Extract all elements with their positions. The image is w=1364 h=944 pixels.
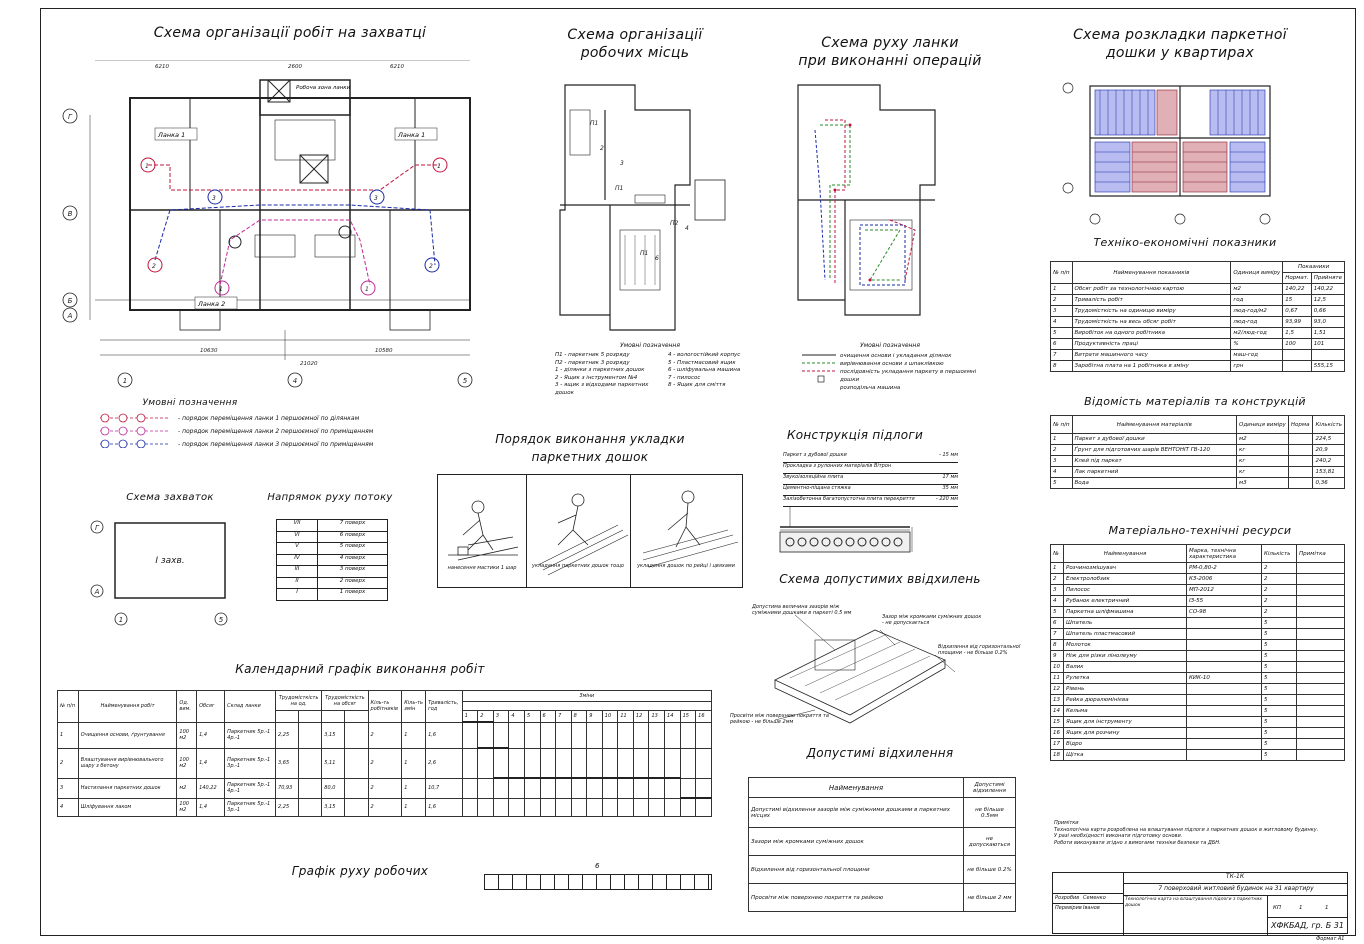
table-row: 1 Паркет з дубової дошки м2 224,5 — [1051, 434, 1345, 445]
floor-plan-scheme — [60, 60, 490, 390]
table-row: Допустимі відхилення зазорів між суміжними дошками в паркетних місцях не більше 0.5мм — [749, 798, 1016, 828]
table-row: 8 Молоток 5 — [1051, 640, 1345, 651]
crew-2-label: Ланка 2 — [198, 300, 226, 308]
stamp-code: ТК-1К — [1123, 873, 1347, 884]
table-row: 6 Шпатель 5 — [1051, 618, 1345, 629]
table-row: 17 Відро 5 — [1051, 739, 1345, 750]
title-block — [1052, 872, 1348, 934]
svg-text:2: 2 — [600, 145, 604, 152]
axis-v: В — [67, 210, 73, 218]
floor-section — [770, 505, 920, 560]
sheet-format: Формат А1 — [1316, 936, 1345, 942]
calendar-title: Календарний графік виконання робіт — [235, 662, 485, 676]
axis-1: 1 — [122, 377, 128, 385]
dim-top-1: 6210 — [155, 64, 169, 70]
stamp-sheet: 1 — [1299, 905, 1303, 911]
table-row: 4 Трудомісткість на весь обсяг робіт люд-год 93,99 93,0 — [1051, 317, 1345, 328]
svg-text:П1: П1 — [615, 185, 624, 192]
table-row: 14 Кельма 5 — [1051, 706, 1345, 717]
stamp-name-2: Іванов — [1083, 905, 1100, 911]
grip-axis-a: А — [94, 588, 100, 596]
table-row: Зазори між кромками суміжних дошок не допускаються — [749, 828, 1016, 856]
svg-text:П1: П1 — [640, 250, 649, 257]
tol-note-1: Допустима величина зазорів між суміжними дошками в паркеті 0.5 мм — [752, 604, 852, 616]
legend-item-3: - порядок переміщення ланки 3 першоємної по приміщенням — [178, 441, 374, 448]
dim-top-3: 6210 — [390, 64, 404, 70]
table-row: 3 Пилосос МП-2012 2 — [1051, 585, 1345, 596]
table-row: 15 Ящик для інструменту 5 — [1051, 717, 1345, 728]
svg-text:1: 1 — [145, 163, 149, 170]
resources-table: № Найменування Марка, технічна характеристика Кількість Примітка 1 Розчинозмішувач РМ-0,80-2 2 2 Електролобзик КЗ-2006 2 3 Пилосос МП-2012 2 4 Рубанок електричний ІЗ-55 2 5 Паркетна шліфмашина СО-98 2 6 Шпатель 5 7 Шпатель пластмасовий 5 8 Молоток 5 9 Ніж для різки лінолеуму 5 10 Валик 5 11 Рулетка КИК-10 5 12 Рівень 5 13 Рейка дюралюмінієва 5 14 Кельма 5 15 Ящик для інструменту 5 16 Ящик для розчину 5 17 Відро 5 18 Щітка 5 — [1050, 544, 1345, 761]
tep-table: № п/п Найменування показників Одиниця виміру Показники Нормат. Прийняте 1 Обсяг робіт за технологічною картою м2 140,22 140,22 2 Тривалість робіт год 15 12,5 3 Трудомісткість на одиницю виміру люд-год/м2 0,67 0,66 4 Трудомісткість на весь обсяг робіт люд-год 93,99 93,0 5 Виробіток на одного робітника м2/люд-год 1,5 1,51 6 Продуктивність праці % 100 101 7 Витрати машинного часу маш-год 8 Заробітна плата на 1 робітника в зміну грн 555,15 — [1050, 261, 1345, 372]
table-row: 8 Заробітна плата на 1 робітника в зміну грн 555,15 — [1051, 361, 1345, 372]
table-row: 3 Трудомісткість на одиницю виміру люд-год/м2 0,67 0,66 — [1051, 306, 1345, 317]
stamp-role-1: Розробив — [1055, 895, 1080, 901]
table-row: 11 Рулетка КИК-10 5 — [1051, 673, 1345, 684]
grip-axis-5: 5 — [218, 616, 224, 624]
table-row: VI 6 поверх — [277, 532, 387, 544]
legend-swatches — [95, 412, 175, 448]
grip-label: І захв. — [155, 556, 185, 566]
title-workplaces: Схема організації робочих місць — [567, 27, 703, 61]
dim-top-2: 2600 — [288, 64, 302, 70]
stamp-name-1: Семенко — [1083, 895, 1106, 901]
svg-text:6: 6 — [655, 255, 659, 262]
tol-scheme-title: Схема допустимих ввідхилень — [779, 572, 981, 586]
svg-text:1: 1 — [219, 286, 223, 293]
crew-1-label: Ланка 1 — [158, 131, 186, 139]
table-row: 1 Очищення основи, ґрунтування 100 м2 1,4 Паркетник 5р.-1 4р.-1 2,25 3,15 2 1 1,6 — [58, 722, 712, 748]
flow-table — [276, 519, 388, 601]
stamp-role-2: Перевірив — [1055, 905, 1082, 911]
order-caption-1: нанесення мастики 1 шар — [447, 565, 517, 571]
svg-text:П2: П2 — [670, 220, 679, 227]
table-row: 5 Виробіток на одного робітника м2/люд-год 1,5 1,51 — [1051, 328, 1345, 339]
title-scheme-org: Схема організації робіт на захватці — [153, 25, 427, 41]
table-row: Відхилення від горизонтальної площини не більше 0.2% — [749, 856, 1016, 884]
table-row: 2 Електролобзик КЗ-2006 2 — [1051, 574, 1345, 585]
movement-plan — [790, 80, 990, 340]
dim-bottom-1: 10630 — [200, 348, 218, 354]
axis-g: Г — [68, 113, 72, 121]
dim-bottom-2: 21020 — [300, 361, 318, 367]
table-row: 2 Влаштування вирівнювального шару з бетону 100 м2 1,4 Паркетник 5р.-1 3р.-1 3,65 5,11 2 1 2,6 — [58, 748, 712, 778]
table-row: 6 Продуктивність праці % 100 101 — [1051, 339, 1345, 350]
svg-text:3: 3 — [620, 160, 624, 167]
table-row: 7 Шпатель пластмасовий 5 — [1051, 629, 1345, 640]
resources-title: Матеріально-технічні ресурси — [1108, 524, 1292, 537]
tolerances-title: Допустимі відхилення — [806, 746, 954, 760]
tol-note-3: Відхилення від горизонтальної площини - не більше 0.2% — [938, 644, 1021, 656]
title-parquet-layout: Схема розкладки паркетної дошки у квартирах — [1073, 27, 1287, 61]
svg-text:П1: П1 — [590, 120, 599, 127]
table-row: 12 Рівень 5 — [1051, 684, 1345, 695]
svg-text:3: 3 — [212, 195, 216, 202]
workers-chart-bar — [484, 874, 712, 890]
grip-axis-1: 1 — [118, 616, 124, 624]
table-row: 7 Витрати машинного часу маш-год — [1051, 350, 1345, 361]
svg-text:4: 4 — [685, 225, 689, 232]
mv-legend-title: Умовні позначення — [860, 342, 920, 349]
svg-text:2: 2 — [429, 263, 433, 270]
table-row: 3 Клей під паркет кг 240,2 — [1051, 456, 1345, 467]
dim-bottom-3: 10580 — [375, 348, 393, 354]
svg-text:2: 2 — [152, 263, 156, 270]
grips-drawing — [85, 515, 235, 630]
floor-layers: Паркет з дубової дошки - 15 мм Прокладка з рулонних матеріалів Вітрон Звукоізоляційна плита 17 мм Цементно-піщана стяжка 35 мм Залізобетонна багатопустотна плита перекриття - 220 мм — [783, 452, 958, 507]
stamp-notes: Примітки Технологічна карта розроблена на влаштування підлоги з паркетних дошок в житловому будинку. У разі необхідності виконати підготовку основи. Роботи виконувати згідно з вимогами техніки безпеки та ДБН. — [1054, 820, 1319, 846]
parquet-layout-plan — [1060, 76, 1280, 226]
workers-chart-value: 6 — [595, 862, 600, 870]
stamp-subtitle: Технологічна карта на влаштування підлоги з паркетних дошок — [1125, 897, 1262, 908]
stamp-stage: КП — [1273, 905, 1282, 911]
tol-note-4: Просвіти між поверхнею покриття та рейкою - не більше 2мм — [730, 713, 829, 725]
legend-item-2: - порядок переміщення ланки 2 першоємної по приміщенням — [178, 428, 374, 435]
stair-note: Робоча зона ланки — [296, 85, 351, 91]
table-row: VII 7 поверх — [277, 520, 387, 532]
materials-table: № п/п Найменування матеріалів Одиниця виміру Норма Кількість 1 Паркет з дубової дошки м2 224,5 2 Ґрунт для підготовчих шарів ВЕНТОНІТ ГВ-120 кг 20,9 3 Клей під паркет кг 240,2 4 Лак паркетний кг 153,81 5 Вода м3 0,36 — [1050, 415, 1345, 489]
table-row: 2 Ґрунт для підготовчих шарів ВЕНТОНІТ ГВ-120 кг 20,9 — [1051, 445, 1345, 456]
stamp-org: ХФКБАД, гр. Б 31 — [1271, 921, 1344, 930]
table-row: 5 Вода м3 0,36 — [1051, 478, 1345, 489]
legend-title: Умовні позначення — [142, 398, 238, 408]
workers-title: Графік руху робочих — [291, 864, 429, 878]
table-row: 9 Ніж для різки лінолеуму 5 — [1051, 651, 1345, 662]
table-row: 4 Лак паркетний кг 153,81 — [1051, 467, 1345, 478]
table-row: V 5 поверх — [277, 543, 387, 555]
mv-legend-swatches — [800, 352, 840, 386]
crew-1-label-right: Ланка 1 — [398, 131, 426, 139]
stamp-title: 7 поверховий житловий будинок на 31 квартиру — [1158, 885, 1314, 892]
wp-legend-right: 4 - вологостійкий корпус 5 - Пластмасовий ящик 6 - шліфувальна машина 7 - пилосос 8 - Ящик для сміття — [668, 352, 741, 388]
tolerances-table: Найменування Допустимі відхилення Допустимі відхилення зазорів між суміжними дошками в паркетних місцях не більше 0.5мм Зазори між кромками суміжних дошок не допускаються Відхилення від горизонтальної площини не більше 0.2% Просвіти між поверхнею покриття та рейкою не більше 2 мм — [748, 777, 1016, 912]
axis-b: Б — [67, 297, 73, 305]
table-row: 13 Рейка дюралюмінієва 5 — [1051, 695, 1345, 706]
axis-4: 4 — [292, 377, 298, 385]
calendar-table: № п/п Найменування робіт Од. вим. Обсяг Склад ланки Трудомісткість на од. Трудомісткість на обсяг Кіль-ть робітників Кіль-ть змін Тривалість, год Зміни 1 2 3 4 5 6 7 8 9 10 11 12 13 14 15 16 1 Очищення основи, ґрунтування 100 м2 1,4 Паркетник 5р.-1 4р.-1 2,25 3,15 2 1 1,6 2 Влаштування вирівнювального шару з бетону 100 м2 1,4 Паркетник 5р.-1 3р.-1 3,65 5,11 2 1 2,6 3 Настилання паркетних дошок м2 140,22 Паркетник 5р.-1 4р.-1 70,93 80,0 2 1 10,7 4 Шліфування лаком 100 м2 1,4 Паркетник 5р.-1 3р.-1 2,25 3,15 2 1 1,6 — [57, 690, 712, 817]
table-row: 1 Обсяг робіт за технологічною картою м2 140,22 140,22 — [1051, 284, 1345, 295]
title-movement: Схема руху ланки при виконанні операцій — [798, 35, 982, 69]
table-row: 4 Шліфування лаком 100 м2 1,4 Паркетник 5р.-1 3р.-1 2,25 3,15 2 1 1,6 — [58, 798, 712, 816]
table-row: 5 Паркетна шліфмашина СО-98 2 — [1051, 607, 1345, 618]
order-caption-2: укладання паркетних дошок тощо — [532, 563, 624, 569]
mv-legend-items: очищення основи і укладання ділянок вирівнювання основи з шпаклівкою послідовність укладання паркету в першоємні дошки розподільча машина — [840, 353, 977, 391]
floor-title: Конструкція підлоги — [786, 428, 924, 442]
svg-text:1: 1 — [365, 286, 369, 293]
table-row: I 1 поверх — [277, 589, 387, 600]
table-row: 10 Валик 5 — [1051, 662, 1345, 673]
legend-item-1: - порядок переміщення ланки 1 першоємної по ділянкам — [178, 415, 360, 422]
tep-title: Техніко-економічні показники — [1093, 236, 1277, 249]
workplaces-plan — [545, 80, 745, 340]
order-caption-3: укладання дошок по рейці і цвяхами — [637, 563, 735, 569]
table-row: 2 Тривалість робіт год 15 12,5 — [1051, 295, 1345, 306]
axis-5: 5 — [462, 377, 468, 385]
table-row: III 3 поверх — [277, 566, 387, 578]
table-row: 3 Настилання паркетних дошок м2 140,22 Паркетник 5р.-1 4р.-1 70,93 80,0 2 1 10,7 — [58, 778, 712, 798]
table-row: 4 Рубанок електричний ІЗ-55 2 — [1051, 596, 1345, 607]
table-row: II 2 поверх — [277, 578, 387, 590]
table-row: IV 4 поверх — [277, 555, 387, 567]
stamp-sheets: 1 — [1325, 905, 1329, 911]
table-row: 18 Щітка 5 — [1051, 750, 1345, 761]
tol-note-2: Зазор між кромками суміжних дошок - не допускається — [882, 614, 982, 626]
grip-axis-g: Г — [95, 524, 99, 532]
grips-title: Схема захваток — [126, 492, 214, 503]
wp-legend-title: Умовні позначення — [620, 342, 680, 349]
materials-title: Відомість матеріалів та конструкцій — [1084, 395, 1306, 408]
table-row: Просвіти між поверхнею покриття та рейкою не більше 2 мм — [749, 884, 1016, 912]
svg-text:1: 1 — [437, 163, 441, 170]
order-title: Порядок виконання укладки паркетних дошок — [495, 432, 685, 464]
order-panel — [437, 474, 743, 588]
wp-legend-left: П1 - паркетник 5 розряду П2 - паркетник 3 розряду 1 - ділянки з паркетних дошок 2 - Ящик з інструментом №4 3 - ящик з відходами паркетних дошок — [555, 352, 649, 396]
table-row: 16 Ящик для розчину 5 — [1051, 728, 1345, 739]
axis-a: А — [67, 312, 73, 320]
flow-title: Напрямок руху потоку — [267, 492, 393, 503]
svg-text:3: 3 — [374, 195, 378, 202]
table-row: 1 Розчинозмішувач РМ-0,80-2 2 — [1051, 563, 1345, 574]
